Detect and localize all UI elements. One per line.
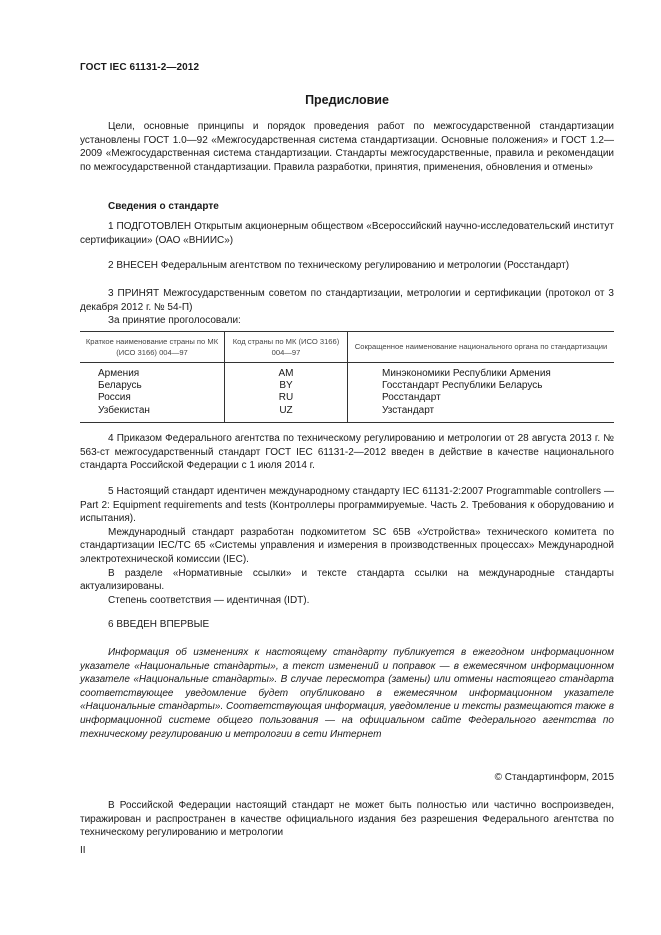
code-cell: BY <box>225 380 348 392</box>
table-row <box>80 363 614 381</box>
rights-text: В Российской Федерации настоящий стандарт не может быть полностью или частично воспроизведен, тиражирован и распространен в качестве официального издания без разрешения Федерального агентства по техническому регулированию и метрологии <box>80 800 614 839</box>
document-code-header: ГОСТ IEC 61131-2—2012 <box>80 62 200 73</box>
rights-paragraph <box>80 799 614 840</box>
item-1-text: 1 ПОДГОТОВЛЕН Открытым акционерным обществом «Всероссийский научно-исследовательский институт сертификации» (ОАО «ВНИИС») <box>80 221 614 246</box>
item-6-text: 6 ВВЕДЕН ВПЕРВЫЕ <box>108 619 210 630</box>
item-1 <box>80 220 614 247</box>
body-cell: Узстандарт <box>348 405 615 423</box>
item-3-text: 3 ПРИНЯТ Межгосударственным советом по стандартизации, метрологии и сертификации (протокол от 3 декабря 2012 г. № 54-П) <box>80 288 614 313</box>
country-cell: Узбекистан <box>80 405 225 423</box>
copyright-line: © Стандартинформ, 2015 <box>494 772 614 783</box>
body-cell: Минэкономики Республики Армения <box>348 363 615 381</box>
code-cell: RU <box>225 392 348 404</box>
table-header-body: Сокращенное наименование национального органа по стандартизации <box>348 332 615 363</box>
country-cell: Россия <box>98 392 131 404</box>
item-4 <box>80 432 614 473</box>
item-5-refs-text: В разделе «Нормативные ссылки» и тексте стандарта ссылки на международные стандарты актуализированы. <box>80 567 614 593</box>
item-5-developer-text: Международный стандарт разработан подкомитетом SC 65B «Устройства» технического комитета по стандартизации IEC/TC 65 «Системы управления и измерения в производственных процессах» Международной электротехнической комиссии (IEC). <box>80 526 614 565</box>
table-header-code: Код страны по МК (ИСО 3166) 004—97 <box>225 332 348 363</box>
page-number: II <box>80 845 86 856</box>
country-cell: Беларусь <box>98 380 142 392</box>
item-2 <box>80 259 614 273</box>
item-2-text: 2 ВНЕСЕН Федеральным агентством по техническому регулированию и метрологии (Росстандарт) <box>108 260 570 271</box>
body-cell: Госстандарт Республики Беларусь <box>348 380 615 392</box>
changes-notice <box>80 646 614 741</box>
item-5-text: 5 Настоящий стандарт идентичен международному стандарту IEC 61131-2:2007 Programmable controllers — Part 2: Equipment requirements and tests (Контроллеры программируемые. Часть 2. Требования к оборудованию и испытания). <box>80 486 614 525</box>
code-cell: UZ <box>225 405 348 423</box>
info-heading: Сведения о стандарте <box>108 201 219 212</box>
body-cell: Росстандарт <box>348 392 615 404</box>
code-cell: AM <box>225 363 348 381</box>
table-row <box>80 405 614 423</box>
voted-label: За принятие проголосовали: <box>108 315 241 327</box>
section-title: Предисловие <box>305 93 389 107</box>
table-header-country: Краткое наименование страны по МК (ИСО 3166) 004—97 <box>80 332 225 363</box>
item-4-text: 4 Приказом Федерального агентства по техническому регулированию и метрологии от 28 августа 2013 г. № 563-ст межгосударственный стандарт ГОСТ IEC 61131-2—2012 введен в действие в качестве национального стандарта Российской Федерации с 1 июля 2014 г. <box>80 433 614 472</box>
item-5 <box>80 485 614 607</box>
voting-states-table <box>80 331 614 423</box>
changes-notice-text: Информация об изменениях к настоящему стандарту публикуется в ежегодном информационном указателе «Национальные стандарты», а текст изменений и поправок — в ежемесячном информационном указателе «Национальные стандарты». В случае пересмотра (замены) или отмены настоящего стандарта соответствующее уведомление будет опубликовано в ежемесячном информационном указателе «Национальные стандарты». Соответствующая информация, уведомление и тексты размещаются также в информационной системе общего пользования — на официальном сайте Федерального агентства по техническому регулированию и метрологии в сети Интернет <box>80 647 614 740</box>
table-row <box>80 380 614 392</box>
intro-text: Цели, основные принципы и порядок проведения работ по межгосударственной стандартизации установлены ГОСТ 1.0—92 «Межгосударственная система стандартизации. Основные положения» и ГОСТ 1.2—2009 «Межгосударственная система стандартизации. Стандарты межгосударственные, правила и рекомендации по межгосударственной стандартизации. Правила разработки, принятия, применения, обновления и отмены» <box>80 121 614 173</box>
item-6 <box>80 618 614 632</box>
table-row <box>80 392 614 404</box>
intro-paragraph <box>80 120 614 174</box>
item-3 <box>80 287 614 328</box>
country-cell: Армения <box>98 368 140 379</box>
item-5-degree-text: Степень соответствия — идентичная (IDT). <box>108 594 310 606</box>
